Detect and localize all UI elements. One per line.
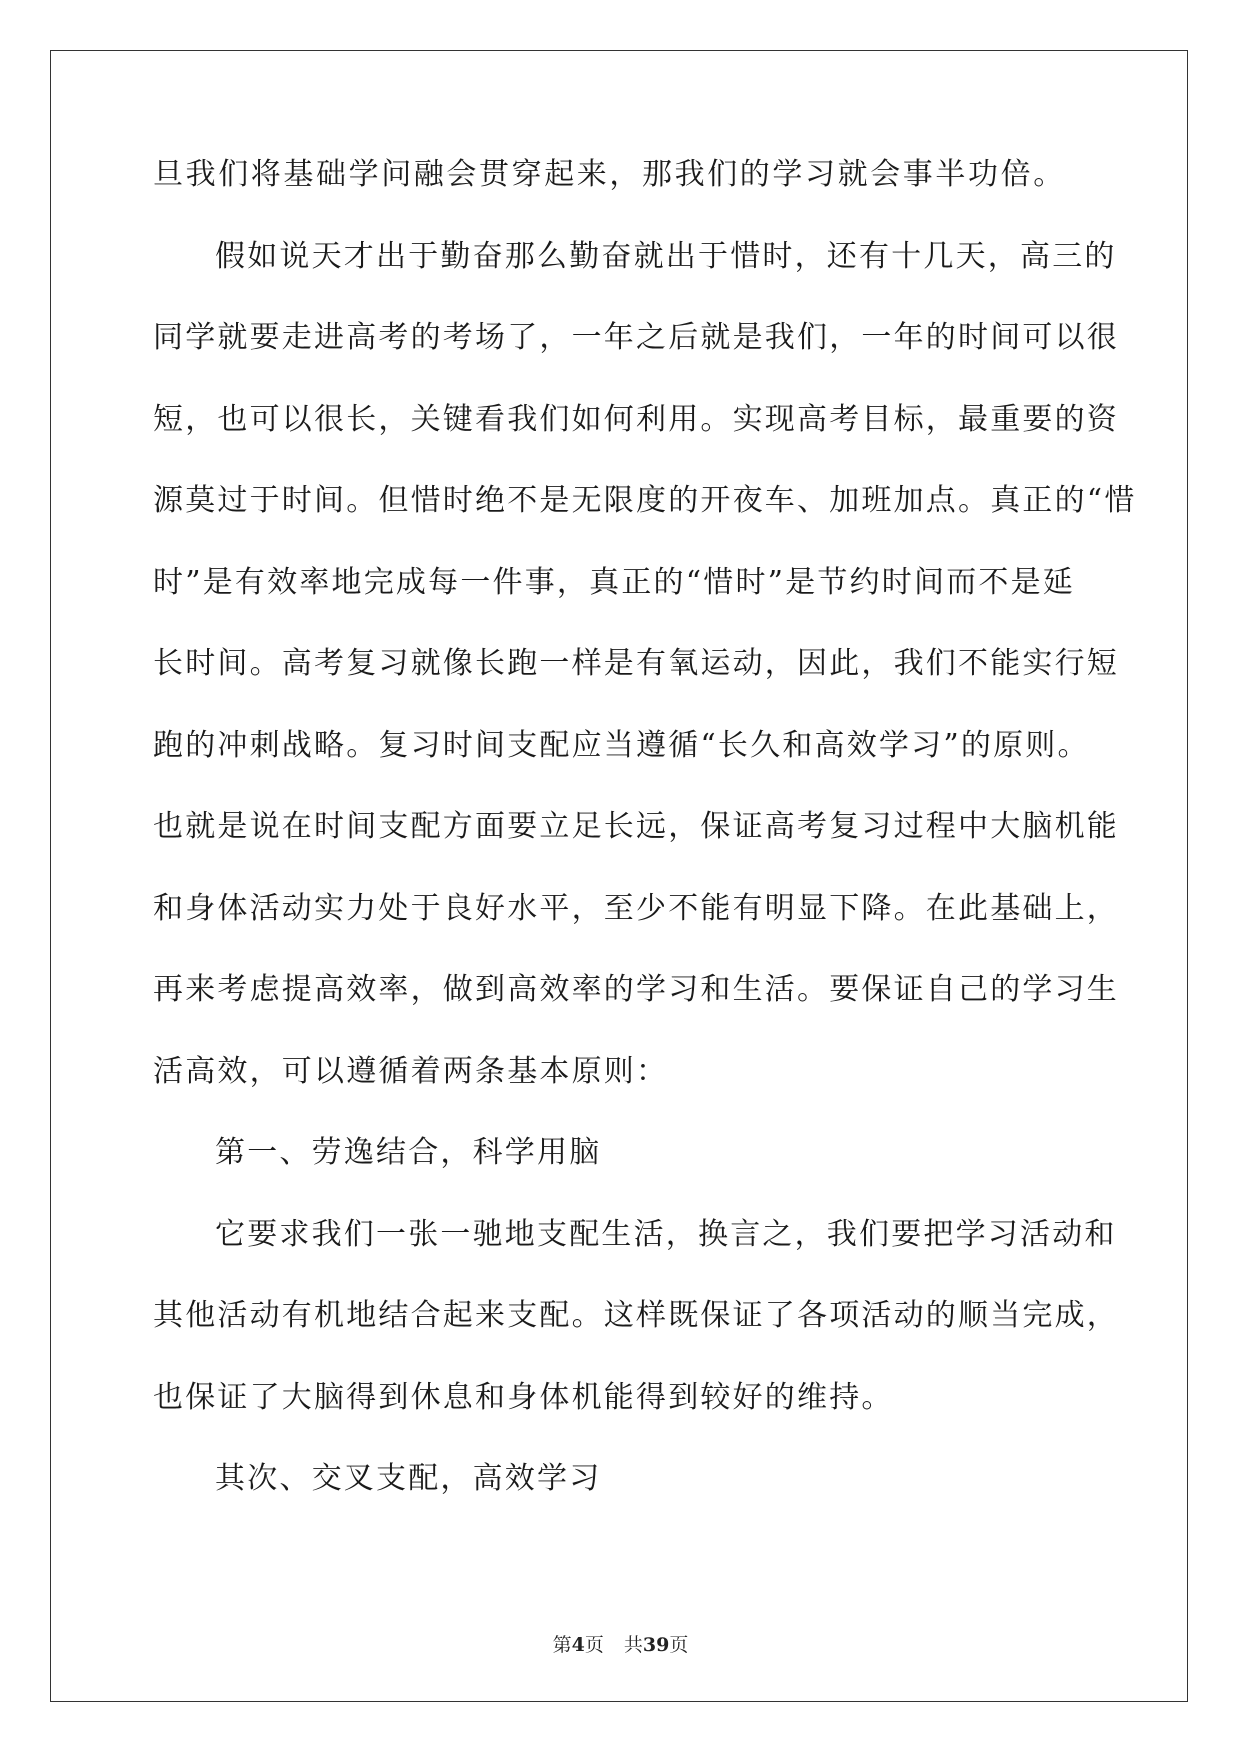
footer-total-prefix: 共: [623, 1634, 643, 1656]
text-line-6: 时”是有效率地完成每一件事，真正的“惜时”是节约时间而不是延: [153, 564, 1076, 600]
text-line-5: 源莫过于时间。但惜时绝不是无限度的开夜车、加班加点。真正的“惜: [153, 483, 1137, 518]
text-line-11: 再来考虑提高效率，做到高效率的学习和生活。要保证自己的学习生: [153, 972, 1119, 1007]
text-line-1: 旦我们将基础学问融会贯穿起来，那我们的学习就会事半功倍。: [153, 157, 1066, 192]
text-line-8: 跑的冲刺战略。复习时间支配应当遵循“长久和高效学习”的原则。: [153, 727, 1090, 763]
text-line-9: 也就是说在时间支配方面要立足长远，保证高考复习过程中大脑机能: [153, 809, 1119, 844]
section-heading-2: 其次、交叉支配，高效学习: [215, 1461, 602, 1496]
footer-page-prefix: 第: [552, 1634, 572, 1656]
footer-total-pages: 39: [642, 1634, 670, 1656]
section-heading-1: 第一、劳逸结合，科学用脑: [215, 1135, 602, 1170]
text-line-16: 也保证了大脑得到休息和身体机能得到较好的维持。: [153, 1379, 894, 1415]
footer-page-number: 4: [571, 1634, 585, 1656]
page-footer: [0, 1630, 1241, 1657]
document-body: [153, 157, 1137, 1546]
footer-page-suffix: 页: [584, 1634, 604, 1656]
text-line-10: 和身体活动实力处于良好水平，至少不能有明显下降。在此基础上，: [153, 890, 1119, 926]
text-line-15: 其他活动有机地结合起来支配。这样既保证了各项活动的顺当完成，: [153, 1298, 1119, 1333]
text-line-7: 长时间。高考复习就像长跑一样是有氧运动，因此，我们不能实行短: [153, 646, 1119, 681]
text-line-2: 假如说天才出于勤奋那么勤奋就出于惜时，还有十几天，高三的: [215, 238, 1117, 274]
text-line-14: 它要求我们一张一驰地支配生活，换言之，我们要把学习活动和: [215, 1216, 1117, 1252]
footer-total-suffix: 页: [669, 1634, 689, 1656]
text-line-3: 同学就要走进高考的考场了，一年之后就是我们，一年的时间可以很: [153, 320, 1119, 355]
text-line-12: 活高效，可以遵循着两条基本原则：: [153, 1053, 669, 1089]
text-line-4: 短，也可以很长，关键看我们如何利用。实现高考目标，最重要的资: [153, 401, 1119, 437]
